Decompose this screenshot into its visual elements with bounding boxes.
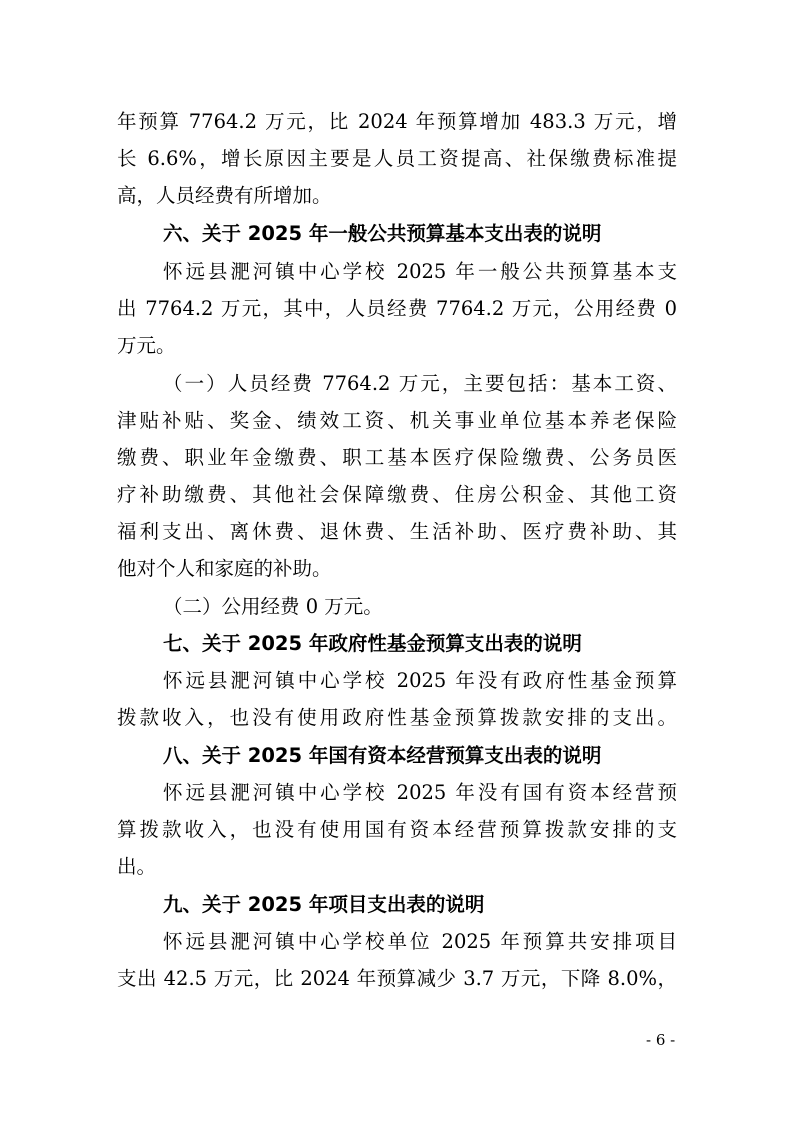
paragraph-line: 怀远县淝河镇中心学校 2025 年没有政府性基金预算: [163, 669, 677, 692]
paragraph-line: 疗补助缴费、其他社会保障缴费、住房公积金、其他工资: [117, 483, 677, 506]
section-heading-9: 九、关于 2025 年项目支出表的说明: [163, 893, 485, 916]
paragraph-line: 长 6.6%，增长原因主要是人员工资提高、社保缴费标准提: [117, 147, 677, 170]
paragraph-line: （一）人员经费 7764.2 万元，主要包括：基本工资、: [163, 372, 677, 395]
paragraph-line: 怀远县淝河镇中心学校 2025 年没有国有资本经营预: [163, 781, 677, 804]
paragraph-line: 拨款收入，也没有使用政府性基金预算拨款安排的支出。: [117, 706, 677, 729]
section-heading-6: 六、关于 2025 年一般公共预算基本支出表的说明: [163, 222, 602, 245]
paragraph-line: 算拨款收入，也没有使用国有资本经营预算拨款安排的支: [117, 818, 677, 841]
paragraph-line: 年预算 7764.2 万元，比 2024 年预算增加 483.3 万元，增: [117, 110, 677, 133]
paragraph-line: 出。: [117, 855, 157, 878]
paragraph-line: （二）公用经费 0 万元。: [163, 595, 383, 618]
paragraph-line: 高，人员经费有所增加。: [117, 184, 332, 207]
paragraph-line: 出 7764.2 万元，其中，人员经费 7764.2 万元，公用经费 0: [117, 297, 677, 320]
paragraph-line: 福利支出、离休费、退休费、生活补助、医疗费补助、其: [117, 520, 677, 543]
paragraph-line: 万元。: [117, 334, 176, 357]
section-heading-8: 八、关于 2025 年国有资本经营预算支出表的说明: [163, 744, 602, 767]
paragraph-line: 津贴补贴、奖金、绩效工资、机关事业单位基本养老保险: [117, 409, 677, 432]
paragraph-line: 他对个人和家庭的补助。: [117, 557, 332, 580]
paragraph-line: 怀远县淝河镇中心学校单位 2025 年预算共安排项目: [163, 930, 677, 953]
paragraph-line: 缴费、职业年金缴费、职工基本医疗保险缴费、公务员医: [117, 446, 677, 469]
paragraph-line: 怀远县淝河镇中心学校 2025 年一般公共预算基本支: [163, 260, 677, 283]
section-heading-7: 七、关于 2025 年政府性基金预算支出表的说明: [163, 632, 582, 655]
page-number: - 6 -: [646, 1031, 676, 1049]
paragraph-line: 支出 42.5 万元，比 2024 年预算减少 3.7 万元，下降 8.0%，: [117, 967, 677, 990]
